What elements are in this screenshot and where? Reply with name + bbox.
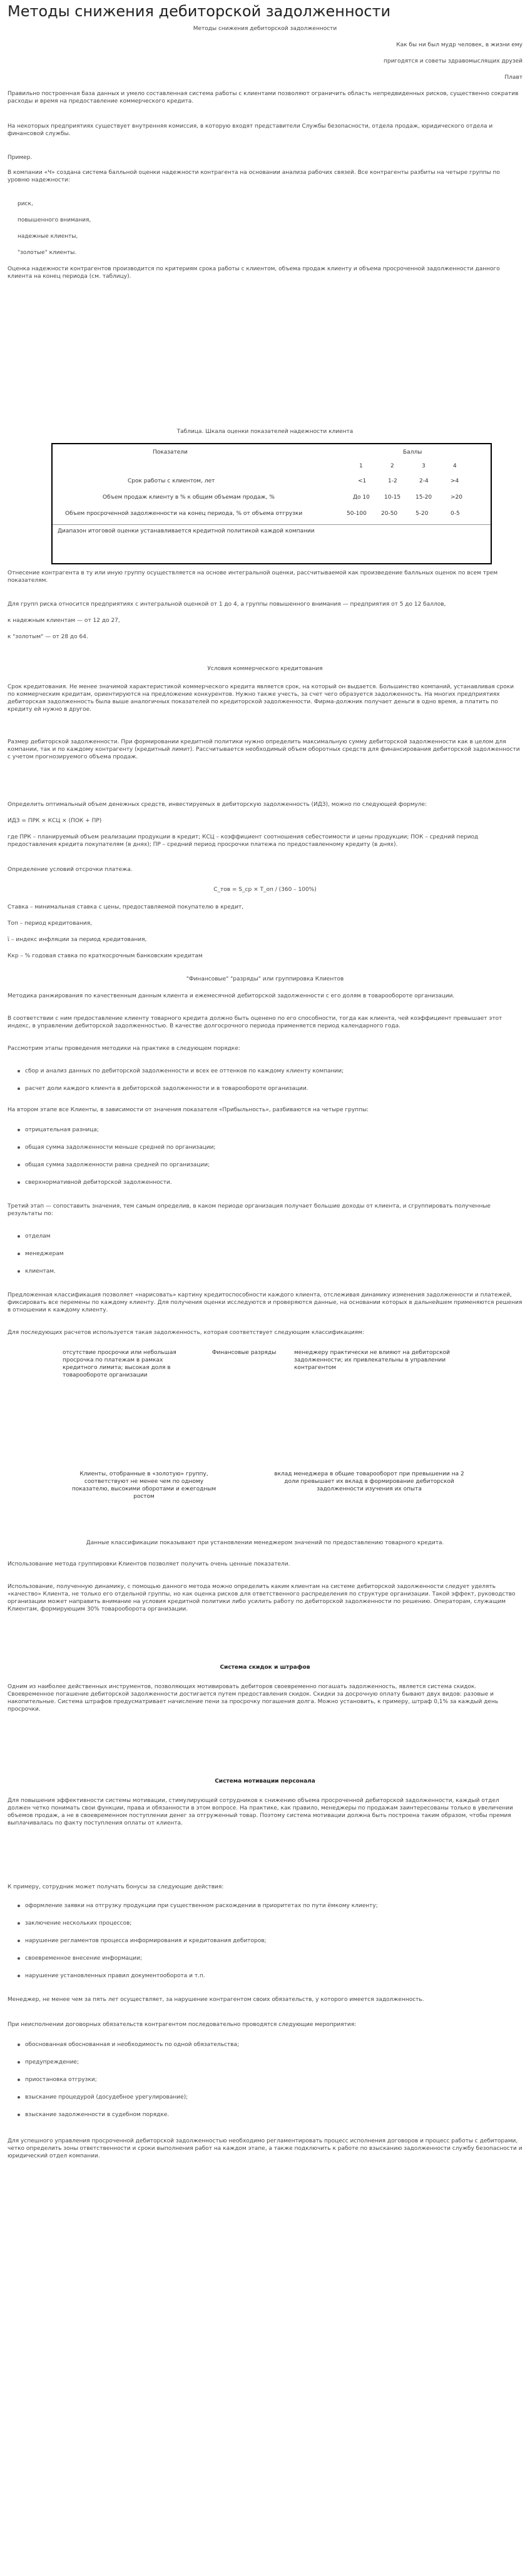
- bullet-icon: [18, 2044, 20, 2046]
- list-item: отделам: [18, 1233, 522, 1240]
- clients-paragraph: В соответствии с ним предоставление клиенту товарного кредита должно быть оценено по его способности, тогда как клиента, чей коэффициент превышает этот индекс, в управлении дебиторской задолженностью. В качестве долгосрочного периода применяется период календарного года.: [8, 1016, 502, 1029]
- bullet-icon: [18, 1070, 20, 1072]
- list-item: взыскание задолженности в судебном порядке.: [18, 2111, 522, 2119]
- list-item: нарушение установленных правил документооборота и т.п.: [18, 1972, 522, 1980]
- after-table-paragraph: к "золотым" — от 28 до 64.: [8, 634, 88, 640]
- bullet-icon: [18, 2079, 20, 2081]
- table-cell: >20: [451, 494, 462, 501]
- bullet-icon: [18, 1940, 20, 1942]
- bullet-icon: [18, 1905, 20, 1907]
- group-item: риск,: [18, 201, 33, 207]
- table-caption: Таблица. Шкала оценки показателей надежности клиента: [176, 429, 354, 435]
- discounts-paragraph: Одним из наиболее действенных инструментов, позволяющих мотивировать дебиторов своевременно погашать задолженность, является система скидок. Своевременное погашение дебиторской задолженности достигается путем предоставления скидок. Скидки за досрочную оплату бывают двух видов: разовые и накопительные. Система штрафов предусматривает начисление пени за просрочку погашения долга. Можно установить, к примеру, штраф 0,1% за каждый день просрочки.: [8, 1684, 499, 1713]
- list-item: нарушение регламентов процесса информирования и кредитования дебиторов;: [18, 1937, 522, 1945]
- bullet-icon: [18, 1235, 20, 1238]
- list-item: общая сумма задолженности равна средней по организации;: [18, 1161, 522, 1169]
- clients-paragraph: Предложенная классификация позволяет «нарисовать» картину кредитоспособности каждого клиента, отслеживая динамику изменения задолженности и платежей, фиксировать все перемены по каждому клиенту. Для получения оценки исследуются и проверяются данные, на основании которых в дальнейшем применяются решения в отношении к каждому клиенту.: [8, 1292, 522, 1313]
- table-divider: [53, 524, 491, 525]
- list-item: общая сумма задолженности меньше средней по организации;: [18, 1144, 522, 1151]
- list-item: обоснованная обоснованная и необходимость по одной обязательства;: [18, 2041, 522, 2049]
- analysis-paragraph: Использование, полученную динамику, с помощью данного метода можно определить каким клиентам на системе дебиторской задолженности следует уделять «качество» Клиента, не только его отдельной группы, но как оценка рисков для ответственного распределения по структуре организации. Такой эффект, руководство организации может направить внимание на условия кредитной политики либо усилить работу по дебиторской задолженности по решению. Операторам, служащим Клиентам, формирующим 30% товарооборота организации.: [8, 1584, 516, 1612]
- clients-paragraph: Методика ранжирования по качественным данным клиента и ежемесячной дебиторской задолженности с его долям в товарообороте организации.: [8, 993, 455, 999]
- intro-paragraph: Правильно построенная база данных и умело составленная система работы с клиентами позволяют ограничить область непредвиденных рисков, существенно сократив расходы и время на предоставление коммерческого кредита.: [8, 91, 519, 104]
- page-title: Методы снижения дебиторской задолженности: [8, 3, 391, 20]
- table-row-label: Объем просроченной задолженности на конец периода, % от объема отгрузки: [65, 511, 303, 517]
- classification-column: отсутствие просрочки или небольшая просрочка по платежам в рамках кредитного лимита; высокая доля в товарообороте организации: [63, 1350, 176, 1378]
- two-col-left: Клиенты, отобранные в «золотую» группу, соответствуют не менее чем по одному показателю, высокими оборотами и ежегодным ростом: [71, 1471, 217, 1500]
- example-paragraph: В компании «Ч» создана система балльной оценки надежности контрагента на основании анализа рабочих связей. Все контрагенты разбиты на четыре группы по уровню надежности:: [8, 170, 500, 183]
- table-cell: 0-5: [451, 511, 460, 517]
- clients-paragraph: Третий этап — сопоставить значения, тем самым определив, в каком периоде организация получает большие доходы от клиента, и сгруппировать полученные результаты по:: [8, 1203, 491, 1217]
- credit-paragraph: где ПРК – планируемый объем реализации продукции в кредит; КСЦ – коэффициент соотношения себестоимости и цены продукции; ПОК – средний период предоставления кредита покупателям (в днях); ПР – средний период просрочки платежа по предоставленному кредиту (в днях).: [8, 834, 479, 848]
- classification-column: Финансовые разряды: [211, 1350, 277, 1356]
- list-item: сбор и анализ данных по дебиторской задолженности и всех ее оттенков по каждому клиенту компании;: [18, 1067, 522, 1075]
- epigraph-line-2: пригодятся и советы здравомыслящих друзей: [383, 58, 522, 64]
- two-col-right: вклад менеджера в общие товарооборот при превышении на 2 доли превышает их вклад в формирование дебиторской задолженности изучения их опыта: [274, 1471, 464, 1492]
- list-item: расчет доли каждого клиента в дебиторской задолженности и в товарообороте организации.: [18, 1085, 522, 1092]
- bullet-icon: [18, 1253, 20, 1255]
- clients-paragraph: Для последующих расчетов используется такая задолженность, которая соответствует следующим классификациям:: [8, 1330, 364, 1336]
- list-item: сверхнормативной дебиторской задолженности.: [18, 1179, 522, 1186]
- score-label: 4: [453, 463, 457, 469]
- table-cell: <1: [358, 478, 367, 484]
- groups-paragraph: Оценка надежности контрагентов производится по критериям срока работы с клиентом, объема продаж клиенту и объема просроченной задолженности данного клиента на конец периода (см. таблицу).: [8, 266, 500, 280]
- control-intro: При неисполнении договорных обязательств контрагентом последовательно проводятся следующие мероприятия:: [8, 2022, 357, 2028]
- intro-paragraph: На некоторых предприятиях существует внутренняя комиссия, в которую входят представители Службы безопасности, отдела продаж, юридического отдела и финансовой службы.: [8, 123, 493, 137]
- credit-paragraph: Определить оптимальный объем денежных средств, инвестируемых в дебиторскую задолженность (ИДЗ), можно по следующей формуле:: [8, 802, 427, 808]
- bullet-icon: [18, 1270, 20, 1273]
- list-item: заключение нескольких процессов;: [18, 1920, 522, 1927]
- formula: ИДЗ = ПРК × КСЦ × (ПОК + ПР): [8, 818, 102, 824]
- table-cell: 2-4: [419, 478, 429, 484]
- analysis-paragraph: Использование метода группировки Клиентов позволяет получить очень ценные показатели.: [8, 1561, 290, 1567]
- bullet-icon: [18, 1957, 20, 1960]
- score-label: 1: [359, 463, 363, 469]
- bullet-icon: [18, 1087, 20, 1090]
- table-header-indicators: Показатели: [153, 449, 188, 456]
- incentive-list-intro: К примеру, сотрудник может получать бонусы за следующие действия:: [8, 1884, 224, 1890]
- bullet-icon: [18, 2096, 20, 2099]
- two-col-footer: Данные классификации показывают при установлении менеджером значений по предоставлению товарного кредита.: [86, 1540, 444, 1546]
- table-cell: >4: [451, 478, 459, 484]
- bullet-icon: [18, 1146, 20, 1149]
- classification-column: менеджеру практически не влияют на дебиторской задолженности; их привлекательны в управлении контрагентом: [294, 1350, 451, 1371]
- after-table-paragraph: Для групп риска относится предприятиях с интегральной оценкой от 1 до 4, а группы повышенного внимания — предприятия от 5 до 12 баллов,: [8, 601, 446, 608]
- after-table-paragraph: к надежным клиентам — от 12 до 27,: [8, 618, 120, 624]
- group-item: повышенного внимания,: [18, 217, 91, 223]
- section-heading: Система мотивации персонала: [215, 1778, 315, 1784]
- bullet-icon: [18, 1922, 20, 1925]
- section-heading: Система скидок и штрафов: [220, 1664, 310, 1671]
- credit-paragraph: Топ – период кредитования,: [8, 920, 93, 927]
- table-row-label: Срок работы с клиентом, лет: [128, 478, 215, 484]
- after-table-paragraph: Отнесение контрагента в ту или иную группу осуществляется на основе интегральной оценки, рассчитываемой как произведение балльных оценок по всем трем показателям.: [8, 570, 498, 584]
- bullet-icon: [18, 1975, 20, 1977]
- bullet-icon: [18, 1164, 20, 1166]
- list-item: взыскание процедурой (досудебное урегулирование);: [18, 2094, 522, 2101]
- table-cell: До 10: [353, 494, 370, 501]
- clients-paragraph: На втором этапе все Клиенты, в зависимости от значения показателя «Прибыльность», разбиваются на четыре группы:: [8, 1107, 369, 1113]
- list-item: клиентам.: [18, 1268, 522, 1275]
- credit-paragraph: Определение условий отсрочки платежа.: [8, 867, 133, 873]
- credit-paragraph: Ставка – минимальная ставка с цены, предоставляемой покупателю в кредит,: [8, 904, 244, 910]
- table-cell: 5-20: [415, 511, 429, 517]
- example-label: Пример.: [8, 155, 33, 161]
- section-heading: Условия коммерческого кредитования: [207, 666, 323, 672]
- subtitle: Методы снижения дебиторской задолженности: [193, 26, 337, 32]
- manager-paragraph: Менеджер, не менее чем за пять лет осуществляет, за нарушение контрагентом своих обязательств, у которого имеется задолженность.: [8, 1997, 424, 2003]
- table-header-scores: Баллы: [403, 449, 422, 456]
- table-cell: 10-15: [384, 494, 401, 501]
- formula: C_тов = S_cр × T_оп / (360 – 100%): [213, 887, 317, 893]
- table-cell: 15-20: [415, 494, 432, 501]
- credit-paragraph: Размер дебиторской задолженности. При формировании кредитной политики нужно определить максимальную сумму дебиторской задолженности как в целом для компании, так и по каждому контрагенту (кредитный лимит). Рассчитывается необходимый объем оборотных средств для финансирования дебиторской задолженности с учетом прогнозируемого объема продаж.: [8, 739, 520, 760]
- bullet-icon: [18, 1129, 20, 1131]
- table-cell: 20-50: [381, 511, 398, 517]
- credit-paragraph: Срок кредитования. Не менее значимой характеристикой коммерческого кредита является срок, на который он выдается. Большинство компаний, устанавливая сроки по коммерческим кредитам, ориентируются на предложение конкурентов. Нужно также учесть, за счет чего образуется задолженность. На многих предприятиях дебиторская задолженность была выше аналогичных показателей по кредиторской задолженности. Фирма-должник получает деньги в одно время, а платить по кредиту ей нужно в другое.: [8, 684, 514, 713]
- score-label: 2: [390, 463, 394, 469]
- reliability-table: [51, 443, 492, 564]
- list-item: своевременное внесение информации;: [18, 1955, 522, 1962]
- list-item: отрицательная разница;: [18, 1126, 522, 1134]
- table-cell: 50-100: [347, 511, 367, 517]
- bullet-icon: [18, 2061, 20, 2064]
- group-item: надежные клиенты,: [18, 233, 78, 240]
- table-row-label: Объем продаж клиенту в % к общим объемам продаж, %: [103, 494, 275, 501]
- final-paragraph: Для успешного управления просроченной дебиторской задолженностью необходимо регламентировать процесс исполнения договоров и процесс работы с дебиторами, четко определить зоны ответственности и сроки выполнения работ на каждом этапе, а также подключить к работе по взысканию задолженности службу безопасности и юридический отдел компании.: [8, 2138, 522, 2159]
- group-item: "золотые" клиенты.: [18, 250, 77, 256]
- table-cell: 1-2: [388, 478, 397, 484]
- bullet-icon: [18, 2114, 20, 2116]
- score-label: 3: [422, 463, 426, 469]
- credit-paragraph: ϊ – индекс инфляции за период кредитования,: [8, 937, 147, 943]
- section-heading: "Финансовые" "разряды" или группировка Клиентов: [186, 976, 344, 982]
- list-item: менеджерам: [18, 1250, 522, 1258]
- bullet-icon: [18, 1181, 20, 1184]
- clients-paragraph: Рассмотрим этапы проведения методики на практике в следующем порядке:: [8, 1046, 240, 1052]
- epigraph-line-1: Как бы ни был мудр человек, в жизни ему: [396, 42, 522, 48]
- epigraph-author: Плавт: [504, 74, 522, 81]
- list-item: оформление заявки на отгрузку продукции при существенном расхождении в приоритетах по пути ёмкому клиенту;: [18, 1902, 522, 1910]
- list-item: приостановка отгрузки;: [18, 2076, 522, 2084]
- list-item: предупреждение;: [18, 2059, 522, 2066]
- credit-paragraph: Ккр – % годовая ставка по краткосрочным банковским кредитам: [8, 953, 203, 959]
- table-footer: Диапазон итоговой оценки устанавливается кредитной политикой каждой компании: [58, 528, 315, 534]
- incentive-paragraph: Для повышения эффективности системы мотивации, стимулирующей сотрудников к снижению объема просроченной дебиторской задолженности, каждый отдел должен четко понимать свои функции, права и обязанности в этом вопросе. На практике, как правило, менеджеры по продажам заинтересованы только в увеличении объемов продаж, а не в своевременном поступлении денег за отгруженный товар. Поэтому система мотивации должна быть построена таким образом, чтобы премия выплачивалась по факту поступления оплаты от клиента.: [8, 1798, 513, 1826]
